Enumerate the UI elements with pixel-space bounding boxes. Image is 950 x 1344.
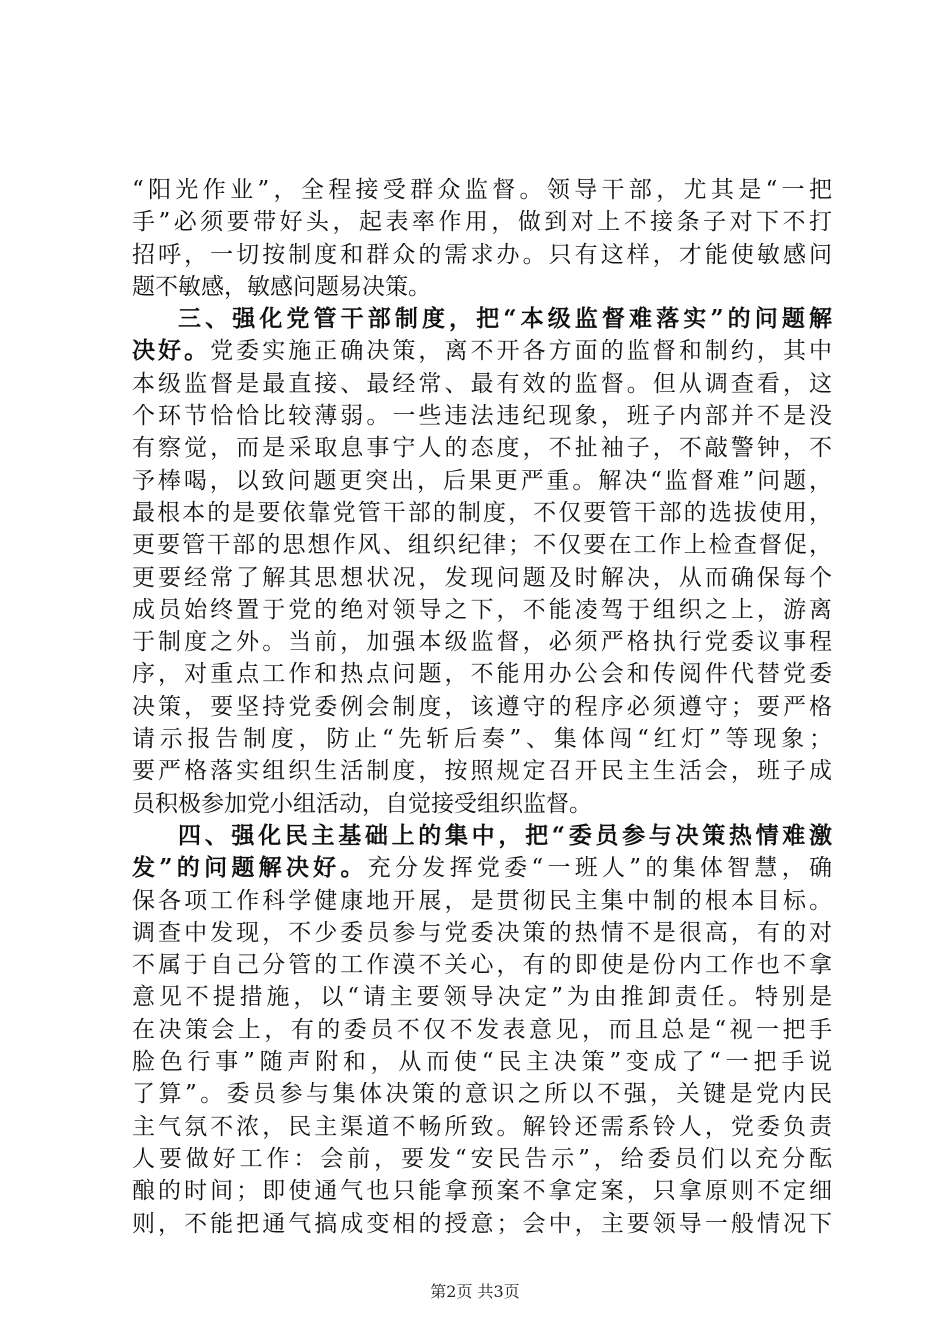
bold-heading-text: 三、强化党管干部制度，把“本级监督难落实”的问题解 bbox=[178, 305, 832, 333]
bold-heading-text: 四、强化民主基础上的集中，把“委员参与决策热情难激 bbox=[178, 821, 832, 849]
line-text: 在决策会上，有的委员不仅不发表意见，而且总是“视一把手 bbox=[132, 1016, 832, 1043]
line-text: 人要做好工作：会前，要发“安民告示”，给委员们以充分酝 bbox=[132, 1145, 832, 1172]
page-footer: 第2页 共3页 bbox=[430, 1282, 520, 1301]
text-line bbox=[132, 949, 832, 981]
text-line bbox=[132, 497, 832, 529]
text-line bbox=[132, 1208, 832, 1240]
line-text: 不属于自己分管的工作漠不关心，有的即使是份内工作也不拿 bbox=[132, 952, 832, 979]
text-line bbox=[132, 1143, 832, 1175]
line-text: 请示报告制度，防止“先斩后奏”、集体闯“红灯”等现象； bbox=[132, 726, 832, 753]
text-line bbox=[132, 917, 832, 949]
line-text: 调查中发现，不少委员参与党委决策的热情不是很高，有的对 bbox=[132, 919, 832, 946]
line-text: 更要管干部的思想作风、组织纪律；不仅要在工作上检查督促， bbox=[132, 532, 832, 559]
text-line bbox=[132, 271, 832, 303]
line-text: 保各项工作科学健康地开展，是贯彻民主集中制的根本目标。 bbox=[132, 887, 832, 914]
text-line bbox=[132, 658, 832, 690]
text-line bbox=[132, 755, 832, 787]
text-line bbox=[132, 594, 832, 626]
text-line bbox=[132, 1175, 832, 1207]
line-text: 成员始终置于党的绝对领导之下，不能凌驾于组织之上，游离 bbox=[132, 596, 832, 623]
body-text bbox=[132, 174, 832, 1240]
text-line bbox=[132, 335, 832, 367]
bold-heading-text: 决好。 bbox=[132, 337, 211, 365]
text-line bbox=[132, 239, 832, 271]
text-line bbox=[132, 981, 832, 1013]
line-text: 脸色行事”随声附和，从而使“民主决策”变成了“一把手说 bbox=[132, 1049, 832, 1076]
line-text: 党委实施正确决策，离不开各方面的监督和制约，其中 bbox=[210, 338, 833, 365]
line-text: 本级监督是最直接、最经常、最有效的监督。但从调查看，这 bbox=[132, 370, 832, 397]
line-text: “阳光作业”，全程接受群众监督。领导干部，尤其是“一把 bbox=[132, 177, 832, 203]
line-text: 要严格落实组织生活制度，按照规定召开民主生活会，班子成 bbox=[132, 758, 832, 785]
text-line bbox=[132, 626, 832, 658]
text-line bbox=[132, 400, 832, 432]
line-text: 于制度之外。当前，加强本级监督，必须严格执行党委议事程 bbox=[132, 629, 832, 656]
text-line bbox=[132, 788, 832, 820]
text-line bbox=[132, 206, 832, 238]
line-text: 决策，要坚持党委例会制度，该遵守的程序必须遵守；要严格 bbox=[132, 693, 832, 720]
line-text: 序，对重点工作和热点问题，不能用办公会和传阅件代替党委 bbox=[132, 661, 832, 688]
text-line bbox=[132, 529, 832, 561]
line-text: 则，不能把通气搞成变相的授意；会中，主要领导一般情况下 bbox=[132, 1210, 832, 1237]
line-text: 予棒喝，以致问题更突出，后果更严重。解决“监督难”问题， bbox=[132, 467, 832, 494]
text-line bbox=[132, 368, 832, 400]
line-text: 更要经常了解其思想状况，发现问题及时解决，从而确保每个 bbox=[132, 564, 832, 591]
text-line bbox=[132, 820, 832, 852]
text-line bbox=[132, 1046, 832, 1078]
line-text: 个环节恰恰比较薄弱。一些违法违纪现象，班子内部并不是没 bbox=[132, 403, 832, 430]
text-line bbox=[132, 852, 832, 884]
line-text: 手”必须要带好头，起表率作用，做到对上不接条子对下不打 bbox=[132, 209, 832, 236]
text-line bbox=[132, 303, 832, 335]
text-line bbox=[132, 465, 832, 497]
line-text: 最根本的是要依靠党管干部的制度，不仅要管干部的选拔使用， bbox=[132, 499, 832, 526]
text-line bbox=[132, 1014, 832, 1046]
text-line bbox=[132, 691, 832, 723]
line-text: 有察觉，而是采取息事宁人的态度，不扯袖子，不敲警钟，不 bbox=[132, 435, 832, 462]
line-text: 员积极参加党小组活动，自觉接受组织监督。 bbox=[132, 790, 592, 817]
line-text: 主气氛不浓，民主渠道不畅所致。解铃还需系铃人，党委负责 bbox=[132, 1113, 832, 1140]
text-line bbox=[132, 562, 832, 594]
line-text: 意见不提措施，以“请主要领导决定”为由推卸责任。特别是 bbox=[132, 984, 832, 1011]
text-line bbox=[132, 1078, 832, 1110]
text-line bbox=[132, 723, 832, 755]
text-line bbox=[132, 1111, 832, 1143]
bold-heading-text: 发”的问题解决好。 bbox=[132, 854, 368, 882]
line-text: 酿的时间；即使通气也只能拿预案不拿定案，只拿原则不定细 bbox=[132, 1178, 832, 1205]
line-text: 招呼，一切按制度和群众的需求办。只有这样，才能使敏感问 bbox=[132, 241, 832, 268]
line-text: 充分发挥党委“一班人”的集体智慧，确 bbox=[367, 855, 832, 882]
line-text: 题不敏感，敏感问题易决策。 bbox=[132, 273, 431, 300]
text-line bbox=[132, 885, 832, 917]
text-line bbox=[132, 432, 832, 464]
line-text: 了算”。委员参与集体决策的意识之所以不强，关键是党内民 bbox=[132, 1081, 832, 1108]
text-line bbox=[132, 174, 832, 206]
